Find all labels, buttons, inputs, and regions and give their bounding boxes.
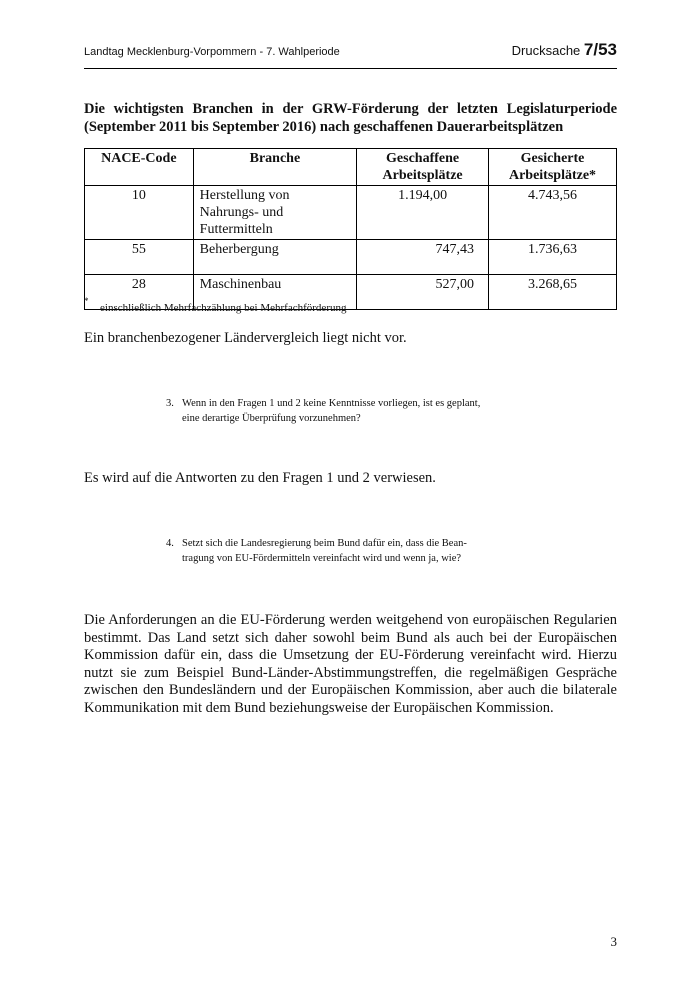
table-header-row	[85, 149, 617, 186]
question-3	[166, 396, 526, 426]
table-row	[85, 240, 617, 275]
answer-paragraph-1: Ein branchenbezogener Ländervergleich liegt nicht vor.	[84, 330, 407, 346]
header-parliament-title: Landtag Mecklenburg-Vorpommern - 7. Wahlperiode	[84, 46, 340, 58]
header-drucksache-label: Drucksache	[511, 43, 581, 58]
cell-gesicherte: 4.743,56	[489, 186, 617, 240]
cell-nace-code: 55	[85, 240, 194, 275]
question-4-line-1: Setzt sich die Landesregierung beim Bund dafür ein, dass die Bean-	[182, 538, 467, 549]
header-drucksache-number: 7/53	[583, 40, 617, 59]
question-3-line-1: Wenn in den Fragen 1 und 2 keine Kenntnisse vorliegen, ist es geplant,	[182, 398, 481, 409]
footnote-mark: *	[84, 296, 89, 306]
question-4-number: 4.	[166, 538, 174, 549]
question-3-number: 3.	[166, 398, 174, 409]
cell-geschaffene: 747,43	[357, 240, 489, 275]
cell-branche: Beherbergung	[193, 240, 356, 275]
header-divider	[84, 68, 617, 69]
cell-gesicherte: 3.268,65	[489, 275, 617, 310]
column-header-nace-code: NACE-Code	[85, 149, 194, 186]
column-header-branche: Branche	[193, 149, 356, 186]
branches-table	[84, 148, 617, 310]
column-header-gesicherte: Gesicherte Arbeitsplätze*	[489, 149, 617, 186]
header-document-number	[512, 40, 617, 60]
question-4	[166, 536, 526, 566]
column-header-geschaffene: Geschaffene Arbeitsplätze	[357, 149, 489, 186]
question-3-line-2: eine derartige Überprüfung vorzunehmen?	[182, 413, 361, 424]
page-number: 3	[610, 934, 617, 949]
cell-gesicherte: 1.736,63	[489, 240, 617, 275]
cell-geschaffene: 527,00	[357, 275, 489, 310]
footnote-text: einschließlich Mehrfachzählung bei Mehrfachförderung	[100, 302, 347, 314]
cell-geschaffene: 1.194,00	[357, 186, 489, 240]
table-heading: Die wichtigsten Branchen in der GRW-Förderung der letzten Legislaturperiode (September 2011 bis September 2016) nach geschaffenen Dauerarbeitsplätzen	[84, 101, 617, 135]
answer-paragraph-3: Die Anforderungen an die EU-Förderung werden weitgehend von europäischen Regularien bestimmt. Das Land setzt sich daher sowohl beim Bund als auch bei der Europäischen Kommission dafür ein, dass die Umsetzung der EU-Förderung vereinfacht wird. Hierzu nutzt sie zum Beispiel Bund-Länder-Abstimmungstreffen, die regelmäßigen Gespräche zwischen den Bundesländern und der Europäischen Kommission, aber auch die bilaterale Kommunikation mit dem Bund beziehungsweise der Europäischen Kommission.	[84, 612, 617, 716]
answer-paragraph-2: Es wird auf die Antworten zu den Fragen 1 und 2 verwiesen.	[84, 470, 436, 486]
cell-branche: Maschinenbau	[193, 275, 356, 310]
cell-branche: Herstellung von Nahrungs- und Futtermitteln	[193, 186, 356, 240]
cell-nace-code: 10	[85, 186, 194, 240]
cell-nace-code: 28	[85, 275, 194, 310]
table-row	[85, 186, 617, 240]
question-4-line-2: tragung von EU-Fördermitteln vereinfacht wird und wenn ja, wie?	[182, 553, 462, 564]
